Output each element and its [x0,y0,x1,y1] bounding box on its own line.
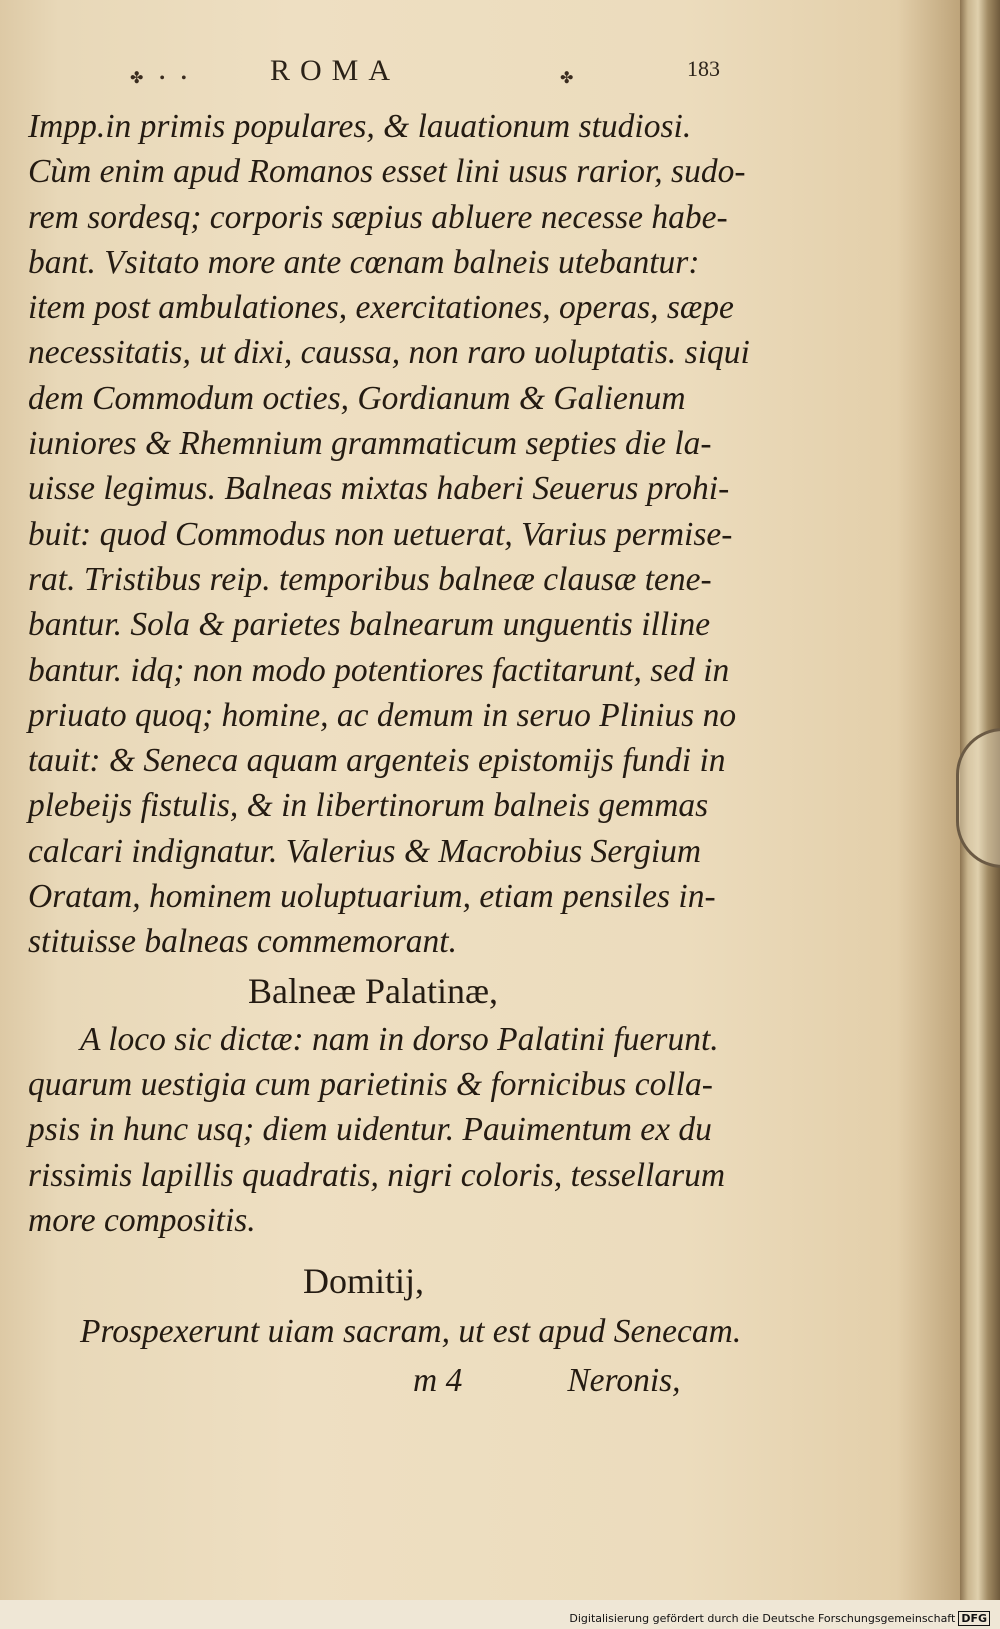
page-number: 183 [687,56,720,81]
text-line: Cùm enim apud Romanos esset lini usus rarior, sudo- [28,153,746,191]
text-line: iuniores & Rhemnium grammaticum septies die la- [28,425,712,463]
text-line: more compositis. [28,1201,256,1239]
dfg-logo-icon: DFG [958,1611,990,1626]
text-line: necessitatis, ut dixi, caussa, non raro uoluptatis. siqui [28,334,750,372]
digitization-footer [569,1612,990,1625]
text-line: bantur. idq; non modo potentiores factitarunt, sed in [28,651,730,689]
text-line: bant. Vsitato more ante cœnam balneis utebantur: [28,243,700,281]
text-line: A loco sic dictæ: nam in dorso Palatini fuerunt. [80,1020,719,1058]
text-line: uisse legimus. Balneas mixtas haberi Seuerus prohi- [28,470,730,508]
text-line: buit: quod Commodus non uetuerat, Varius permise- [28,515,733,553]
text-line: rissimis lapillis quadratis, nigri coloris, tessellarum [28,1156,726,1194]
text-line: bantur. Sola & parietes balnearum unguentis illine [28,606,711,644]
text-line: psis in hunc usq; diem uidentur. Pauimentum ex du [28,1111,712,1149]
text-line: rem sordesq; corporis sæpius abluere necesse habe- [28,198,728,236]
body-text [28,104,748,1404]
text-line: quarum uestigia cum parietinis & fornicibus colla- [28,1065,713,1103]
section-heading-balneae-palatinae: Balneæ Palatinæ, [248,970,498,1011]
text-line: Oratam, hominem uoluptuarium, etiam pensiles in- [28,878,716,916]
text-line: plebeijs fistulis, & in libertinorum balneis gemmas [28,787,709,825]
running-title: ROMA [270,54,401,87]
signature-mark: m 4 [413,1362,463,1400]
catchword: Neronis, [567,1362,681,1400]
ornament-right-icon: ✤ [560,70,580,87]
text-line: rat. Tristibus reip. temporibus balneæ clausæ tene- [28,560,712,598]
ornament-left-icon: ✤ • • [130,70,193,87]
text-line: calcari indignatur. Valerius & Macrobius Sergium [28,832,702,870]
text-line: tauit: & Seneca aquam argenteis epistomijs fundi in [28,742,726,780]
text-line: dem Commodum octies, Gordianum & Galienum [28,379,686,417]
text-line: priuato quoq; homine, ac demum in seruo Plinius no [28,696,737,734]
text-line: Prospexerunt uiam sacram, ut est apud Senecam. [80,1313,742,1351]
running-header [130,54,720,94]
footer-text: Digitalisierung gefördert durch die Deutsche Forschungsgemeinschaft [569,1612,956,1625]
text-line: Impp.in primis populares, & lauationum studiosi. [28,108,692,145]
text-line: stituisse balneas commemorant. [28,923,457,961]
text-line: item post ambulationes, exercitationes, operas, sæpe [28,289,734,327]
section-heading-domitii: Domitij, [303,1261,425,1302]
signature-line [28,1358,748,1403]
